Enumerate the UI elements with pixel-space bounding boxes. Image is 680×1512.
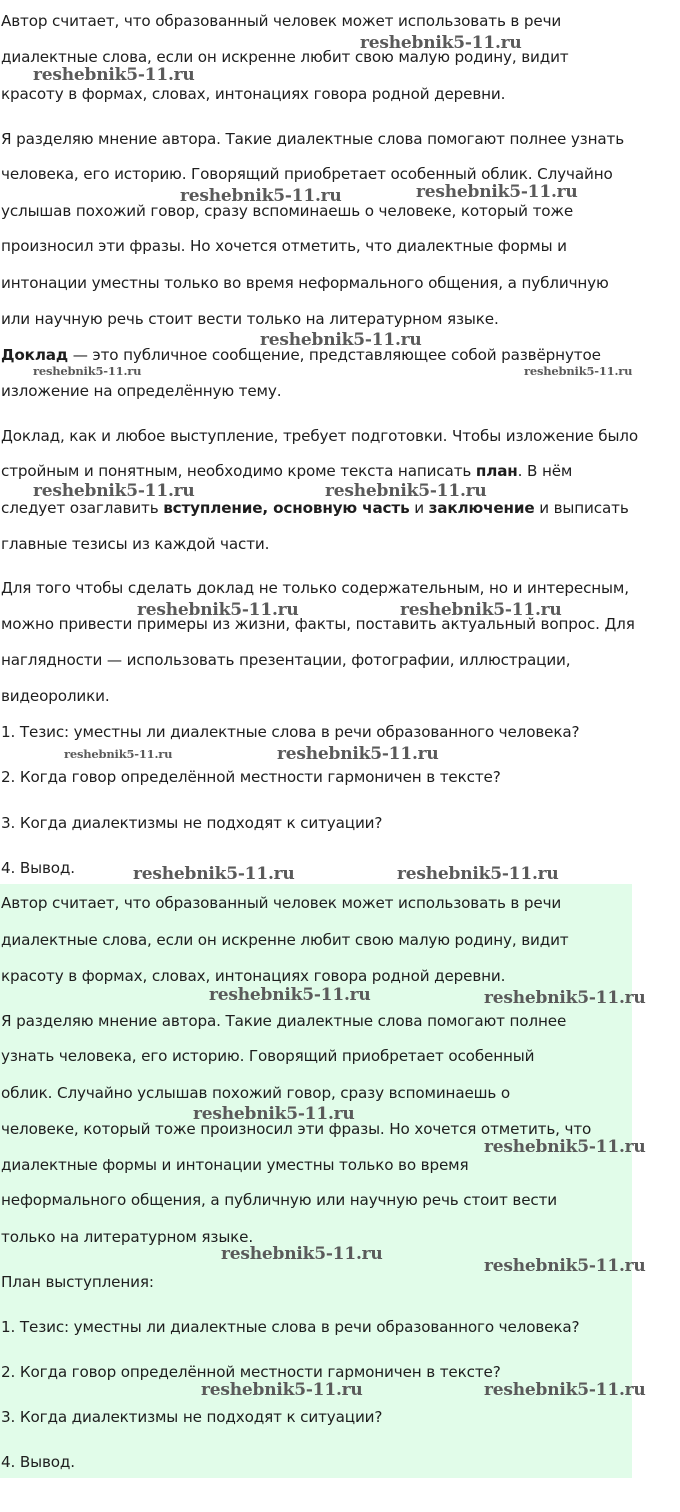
watermark: reshebnik5-11.ru — [33, 364, 142, 378]
text-line: Автор считает, что образованный человек может использовать в речи — [1, 12, 562, 30]
watermark: reshebnik5-11.ru — [400, 600, 562, 620]
plan-item: 4. Вывод. — [1, 859, 75, 877]
text-line: главные тезисы из каждой части. — [1, 535, 270, 553]
watermark: reshebnik5-11.ru — [180, 186, 342, 206]
watermark: reshebnik5-11.ru — [193, 1104, 355, 1124]
answer-line: диалектные слова, если он искренне любит свою малую родину, видит — [1, 931, 569, 949]
answer-line: неформального общения, а публичную или научную речь стоит вести — [1, 1191, 558, 1209]
text-span: . В нём — [517, 462, 573, 480]
watermark: reshebnik5-11.ru — [484, 988, 646, 1008]
answer-line: красоту в формах, словах, интонациях говора родной деревни. — [1, 967, 506, 985]
watermark: reshebnik5-11.ru — [260, 330, 422, 350]
watermark: reshebnik5-11.ru — [64, 747, 173, 761]
answer-line: Я разделяю мнение автора. Такие диалектные слова помогают полнее — [1, 1012, 567, 1030]
text-line: Доклад, как и любое выступление, требует подготовки. Чтобы изложение было — [1, 427, 638, 445]
bold-plan: план — [475, 462, 518, 480]
answer-line: узнать человека, его историю. Говорящий приобретает особенный — [1, 1047, 535, 1065]
text-line: красоту в формах, словах, интонациях говора родной деревни. — [1, 85, 506, 103]
plan-item: 1. Тезис: уместны ли диалектные слова в речи образованного человека? — [1, 723, 580, 741]
text-line: произносил эти фразы. Но хочется отметить, что диалектные формы и — [1, 237, 567, 255]
text-line: услышав похожий говор, сразу вспоминаешь о человеке, который тоже — [1, 202, 574, 220]
watermark: reshebnik5-11.ru — [137, 600, 299, 620]
plan-heading: План выступления: — [1, 1273, 154, 1291]
watermark: reshebnik5-11.ru — [524, 364, 633, 378]
answer-line: человеке, который тоже произносил эти фразы. Но хочется отметить, что — [1, 1120, 592, 1138]
bold-intro: вступление, основную часть — [163, 499, 410, 517]
text-line: видеоролики. — [1, 687, 110, 705]
text-span: стройным и понятным, необходимо кроме текста написать — [1, 462, 476, 480]
text-line: можно привести примеры из жизни, факты, поставить актуальный вопрос. Для — [1, 615, 635, 633]
watermark: reshebnik5-11.ru — [33, 481, 195, 501]
watermark: reshebnik5-11.ru — [221, 1244, 383, 1264]
watermark: reshebnik5-11.ru — [360, 33, 522, 53]
plan-item: 2. Когда говор определённой местности гармоничен в тексте? — [1, 768, 501, 786]
watermark: reshebnik5-11.ru — [277, 744, 439, 764]
text-line: диалектные слова, если он искренне любит свою малую родину, видит — [1, 48, 569, 66]
watermark: reshebnik5-11.ru — [484, 1256, 646, 1276]
watermark: reshebnik5-11.ru — [397, 864, 559, 884]
answer-line: только на литературном языке. — [1, 1228, 254, 1246]
text-line: Для того чтобы сделать доклад не только содержательным, но и интересным, — [1, 579, 629, 597]
plan-item: 3. Когда диалектизмы не подходят к ситуации? — [1, 814, 383, 832]
bold-conclusion: заключение — [428, 499, 535, 517]
text-line — [1, 461, 572, 481]
text-span: и выписать — [534, 499, 629, 517]
answer-line: облик. Случайно услышав похожий говор, сразу вспоминаешь о — [1, 1084, 511, 1102]
plan-item: 1. Тезис: уместны ли диалектные слова в речи образованного человека? — [1, 1318, 580, 1336]
text-line: человека, его историю. Говорящий приобретает особенный облик. Случайно — [1, 165, 613, 183]
watermark: reshebnik5-11.ru — [209, 985, 371, 1005]
text-line: Я разделяю мнение автора. Такие диалектные слова помогают полнее узнать — [1, 130, 625, 148]
watermark: reshebnik5-11.ru — [33, 65, 195, 85]
text-line: интонации уместны только во время неформального общения, а публичную — [1, 274, 609, 292]
text-line: изложение на определённую тему. — [1, 382, 282, 400]
watermark: reshebnik5-11.ru — [484, 1137, 646, 1157]
plan-item: 3. Когда диалектизмы не подходят к ситуации? — [1, 1408, 383, 1426]
term-doklad: Доклад — [1, 346, 69, 364]
text-line: наглядности — использовать презентации, фотографии, иллюстрации, — [1, 651, 571, 669]
watermark: reshebnik5-11.ru — [484, 1380, 646, 1400]
text-span: следует озаглавить — [1, 499, 164, 517]
text-line: или научную речь стоит вести только на литературном языке. — [1, 310, 499, 328]
text-span: и — [409, 499, 429, 517]
plan-item: 2. Когда говор определённой местности гармоничен в тексте? — [1, 1363, 501, 1381]
answer-line: диалектные формы и интонации уместны только во время — [1, 1156, 469, 1174]
answer-line: Автор считает, что образованный человек может использовать в речи — [1, 894, 562, 912]
watermark: reshebnik5-11.ru — [201, 1380, 363, 1400]
plan-item: 4. Вывод. — [1, 1453, 75, 1471]
text-line — [1, 498, 629, 518]
watermark: reshebnik5-11.ru — [133, 864, 295, 884]
definition-text: — это публичное сообщение, представляющее собой развёрнутое — [68, 346, 601, 364]
watermark: reshebnik5-11.ru — [325, 481, 487, 501]
watermark: reshebnik5-11.ru — [416, 182, 578, 202]
